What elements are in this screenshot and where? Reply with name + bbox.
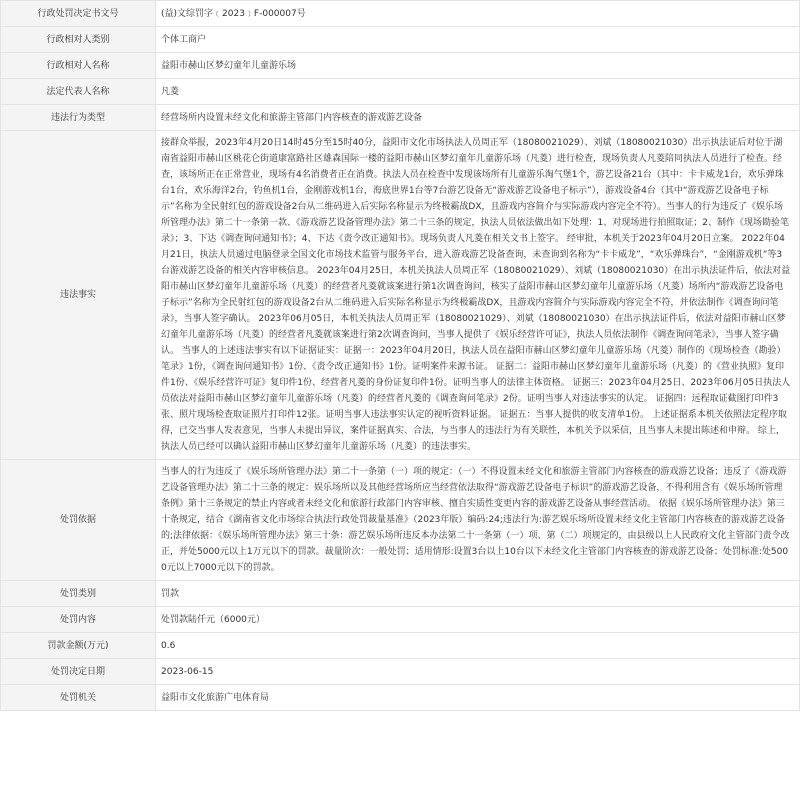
label-decision-date: 处罚决定日期: [1, 659, 156, 685]
value-penalty-authority: 益阳市文化旅游广电体育局: [156, 685, 800, 711]
row-penalty-content: [1, 607, 800, 633]
label-party-category: 行政相对人类别: [1, 27, 156, 53]
value-legal-representative: 凡菱: [156, 79, 800, 105]
value-violation-type: 经营场所内设置未经文化和旅游主管部门内容核查的游戏游艺设备: [156, 105, 800, 131]
value-penalty-category: 罚款: [156, 581, 800, 607]
value-party-category: 个体工商户: [156, 27, 800, 53]
value-penalty-content: 处罚款陆仟元（6000元）: [156, 607, 800, 633]
label-penalty-authority: 处罚机关: [1, 685, 156, 711]
row-penalty-category: [1, 581, 800, 607]
label-penalty-basis: 处罚依据: [1, 460, 156, 581]
value-decision-number: (益)文综罚字﹝2023﹞F-000007号: [156, 1, 800, 27]
row-decision-date: [1, 659, 800, 685]
row-violation-type: [1, 105, 800, 131]
value-decision-date: 2023-06-15: [156, 659, 800, 685]
label-decision-number: 行政处罚决定书文号: [1, 1, 156, 27]
row-penalty-authority: [1, 685, 800, 711]
label-party-name: 行政相对人名称: [1, 53, 156, 79]
row-decision-number: [1, 1, 800, 27]
row-penalty-basis: [1, 460, 800, 581]
value-violation-facts: 接群众举报，2023年4月20日14时45分至15时40分，益阳市文化市场执法人员周正军（18080021029）、刘斌（18080021030）出示执法证后对位于湖南省益阳市赫山区桃花仑街道康富路社区雄森国际一楼的益阳市赫山区梦幻童年儿童游乐场（凡菱）进行检查，现场负责人凡菱陪同执法人员进行了检查。经查，该场所正在正常营业，现场有4名消费者正在消费。执法人员在检查中发现该场所有儿童游乐淘气堡1个，游艺设备21台（其中：卡卡威龙1台，欢乐弹珠台1台，欢乐海洋2台，钓鱼机1台，金刚游戏机1台，海底世界1台等7台游艺设备无“游戏游艺设备电子标示”），游戏设备4台（其中“游戏游艺设备电子标示”名称为全民射红包的游戏设备2台从二维码进入后实际名称显示为终极霸战DX，且游戏内容简介与实际游戏内容完全不符）。当事人的行为违反了《娱乐场所管理办法》第二十一条第一款、《游戏游艺设备管理办法》第二十三条的规定，执法人员依法做出如下处理：1、对现场进行拍照取证；2、制作《现场勘验笔录》；3、下达《调查询问通知书》；4、下达《责令改正通知书》。现场负责人凡菱在相关文书上签字。 经审批，本机关于2023年04月20日立案。 2022年04月21日，执法人员通过电脑登录全国文化市场技术监管与服务平台，进入游戏游艺设备查询，未查询到名称为“卡卡威龙”，“欢乐弹珠台”，“金刚游戏机”等3台游戏游艺设备的相关内容审核信息。 2023年04月25日，本机关执法人员周正军（18080021029）、刘斌（18080021030）在出示执法证件后，依法对益阳市赫山区梦幻童年儿童游乐场（凡菱）的经营者凡菱就该案进行第1次调查询问，核实了益阳市赫山区梦幻童年儿童游乐场（凡菱）场所内“游戏游艺设备电子标示”名称为全民射红包的游戏设备2台从二维码进入后实际名称显示为终极霸战DX，且游戏内容简介与实际游戏内容完全不符，并依法制作《调查询问笔录》，当事人签字确认。 2023年06月05日，本机关执法人员周正军（18080021029）、刘斌（18080021030）在出示执法证件后，依法对益阳市赫山区梦幻童年儿童游乐场（凡菱）的经营者凡菱就该案进行第2次调查询问，当事人提供了《娱乐经营许可证》，执法人员依法制作《调查询问笔录》，当事人签字确认。 当事人的上述违法事实有以下证据证实：证据一：2023年04月20日，执法人员在益阳市赫山区梦幻童年儿童游乐场（凡菱）制作的《现场检查（勘验）笔录》1份，《调查询问通知书》1份、《责令改正通知书》1份。证明案件来源书证。 证据二：益阳市赫山区梦幻童年儿童游乐场（凡菱）的《营业执照》复印件1份、《娱乐经营许可证》复印件1份、经营者凡菱的身份证复印件1份。证明当事人的法律主体资格。 证据三：2023年04月25日、2023年06月05日执法人员依法对益阳市赫山区梦幻童年儿童游乐场（凡菱）的经营者凡菱的《调查询问笔录》2份。证明当事人对违法事实的认定。 证据四：远程取证截图打印件3张、照片现场检查取证照片打印件12张。证明当事人违法事实认定的视听资料证据。 证据五：当事人提供的收支清单1份。 上述证据系本机关依照法定程序取得，已交当事人发表意见，当事人未提出异议，案件证据真实、合法，与当事人的违法行为有关联性，本机关予以采信，且当事人未提出陈述和申辩。 综上，执法人员已经可以确认益阳市赫山区梦幻童年儿童游乐场（凡菱）的违法事实。: [156, 131, 800, 460]
row-fine-amount: [1, 633, 800, 659]
row-party-category: [1, 27, 800, 53]
row-violation-facts: [1, 131, 800, 460]
label-legal-representative: 法定代表人名称: [1, 79, 156, 105]
value-party-name: 益阳市赫山区梦幻童年儿童游乐场: [156, 53, 800, 79]
value-fine-amount: 0.6: [156, 633, 800, 659]
label-penalty-content: 处罚内容: [1, 607, 156, 633]
label-fine-amount: 罚款金额(万元): [1, 633, 156, 659]
value-penalty-basis: 当事人的行为违反了《娱乐场所管理办法》第二十一条第（一）项的规定：（一）不得设置未经文化和旅游主管部门内容核查的游戏游艺设备；违反了《游戏游艺设备管理办法》第二十三条的规定：娱乐场所以及其他经营场所应当经营依法取得“游戏游艺设备电子标识”的游戏游艺设备，不得利用含有《娱乐场所管理条例》第十三条规定的禁止内容或者未经文化和旅游行政部门内容审核、擅自实质性变更内容的游戏游艺设备从事经营活动。 依据《娱乐场所管理办法》第三十条规定，结合《湖南省文化市场综合执法行政处罚裁量基准》（2023年版）编码:24;违法行为:游艺娱乐场所设置未经文化主管部门内容核查的游戏游艺设备的;法律依据：《娱乐场所管理办法》第三十条：游艺娱乐场所违反本办法第二十一条第（一）项、第（二）项规定的，由县级以上人民政府文化主管部门责令改正，并处5000元以上1万元以下的罚款。裁量阶次：一般处罚；适用情形:设置3台以上10台以下未经文化主管部门内容核查的游戏游艺设备；处罚标准:处5000元以上7000元以下的罚款。: [156, 460, 800, 581]
label-violation-facts: 违法事实: [1, 131, 156, 460]
label-violation-type: 违法行为类型: [1, 105, 156, 131]
row-legal-representative: [1, 79, 800, 105]
row-party-name: [1, 53, 800, 79]
label-penalty-category: 处罚类别: [1, 581, 156, 607]
